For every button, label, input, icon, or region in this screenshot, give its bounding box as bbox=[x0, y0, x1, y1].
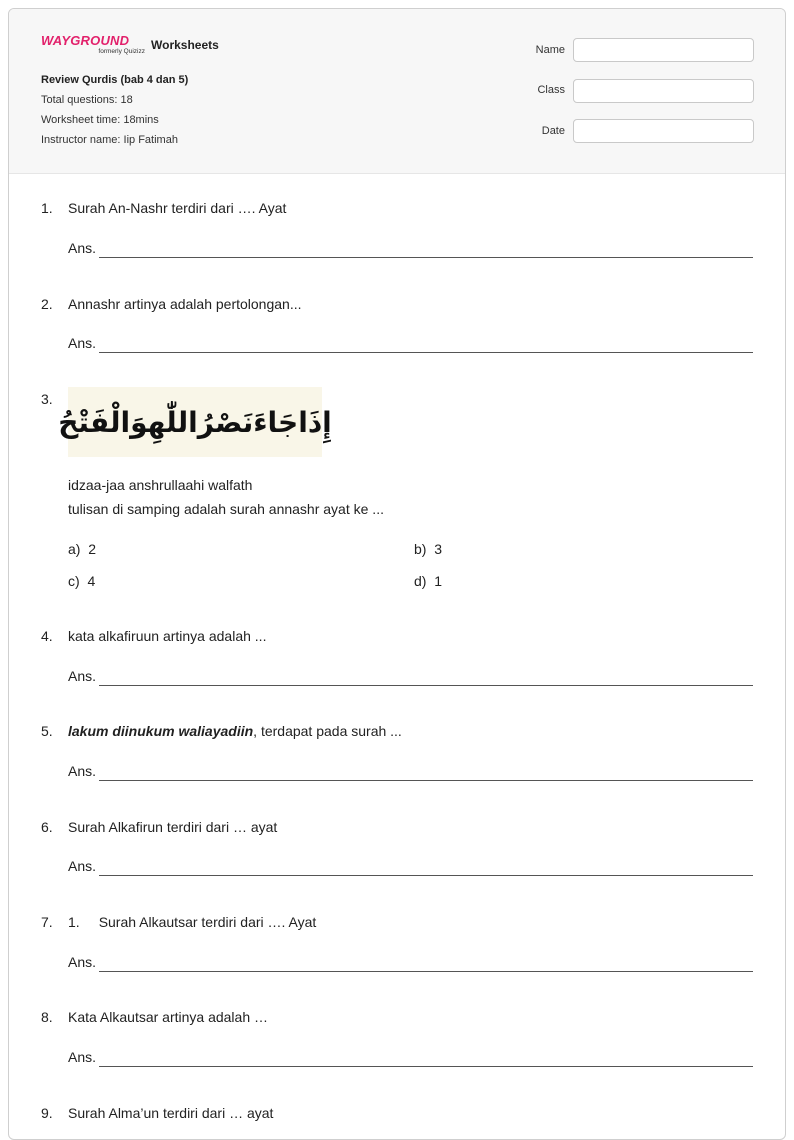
worksheet-header bbox=[9, 9, 785, 174]
answer-label: Ans. bbox=[68, 1049, 97, 1065]
answer-line[interactable] bbox=[99, 685, 753, 686]
option-letter: a) bbox=[68, 541, 81, 557]
option-a[interactable] bbox=[68, 541, 96, 557]
option-letter: c) bbox=[68, 573, 80, 589]
question-text: tulisan di samping adalah surah annashr ayat ke ... bbox=[68, 501, 384, 517]
question-text: Kata Alkautsar artinya adalah … bbox=[68, 1009, 269, 1025]
answer-label: Ans. bbox=[68, 763, 97, 779]
question-number: 4. bbox=[41, 628, 53, 644]
question-emphasis: lakum diinukum waliayadiin bbox=[68, 723, 254, 739]
option-value: 3 bbox=[434, 541, 443, 557]
question-number: 8. bbox=[41, 1009, 53, 1025]
question-number: 3. bbox=[41, 391, 53, 407]
answer-line[interactable] bbox=[99, 780, 753, 781]
answer-label: Ans. bbox=[68, 954, 97, 970]
name-field[interactable] bbox=[573, 38, 754, 62]
option-b[interactable] bbox=[414, 541, 442, 557]
logo-subtitle: formerly Quizizz bbox=[98, 48, 145, 55]
question-sub-number: 1. bbox=[68, 914, 80, 930]
question-number: 5. bbox=[41, 723, 53, 739]
question-text: Annashr artinya adalah pertolongan... bbox=[68, 296, 302, 312]
worksheet-page bbox=[8, 8, 786, 1140]
question-text bbox=[68, 723, 402, 739]
logo-wordmark: WAYGROUND bbox=[41, 33, 130, 48]
question-text: Surah Alkafirun terdiri dari … ayat bbox=[68, 819, 278, 835]
question-text-rest: , terdapat pada surah ... bbox=[253, 723, 402, 739]
answer-line[interactable] bbox=[99, 1066, 753, 1067]
class-label: Class bbox=[537, 84, 565, 96]
option-value: 2 bbox=[88, 541, 97, 557]
answer-label: Ans. bbox=[68, 668, 97, 684]
question-text bbox=[68, 914, 316, 930]
question-number: 9. bbox=[41, 1105, 53, 1121]
worksheet-title: Review Qurdis (bab 4 dan 5) bbox=[41, 74, 189, 86]
option-c[interactable] bbox=[68, 573, 95, 589]
question-text: Surah Alma’un terdiri dari … ayat bbox=[68, 1105, 274, 1121]
arabic-verse-text: إِذَاجَاءَنَصْرُاللّٰهِوَالْفَتْحُ bbox=[58, 405, 332, 439]
date-label: Date bbox=[541, 125, 565, 137]
option-letter: d) bbox=[414, 573, 427, 589]
answer-line[interactable] bbox=[99, 971, 753, 972]
transliteration-text: idzaa-jaa anshrullaahi walfath bbox=[68, 477, 253, 493]
question-text: Surah An-Nashr terdiri dari …. Ayat bbox=[68, 200, 287, 216]
question-number: 7. bbox=[41, 914, 53, 930]
instructor-name: Instructor name: Iip Fatimah bbox=[41, 134, 178, 146]
arabic-verse-image bbox=[58, 387, 332, 457]
option-value: 4 bbox=[87, 573, 96, 589]
question-number: 6. bbox=[41, 819, 53, 835]
class-field[interactable] bbox=[573, 79, 754, 103]
option-d[interactable] bbox=[414, 573, 442, 589]
question-number: 2. bbox=[41, 296, 53, 312]
answer-line[interactable] bbox=[99, 352, 753, 353]
question-text: kata alkafiruun artinya adalah ... bbox=[68, 628, 267, 644]
answer-label: Ans. bbox=[68, 335, 97, 351]
answer-line[interactable] bbox=[99, 257, 753, 258]
answer-label: Ans. bbox=[68, 858, 97, 874]
question-text-body: Surah Alkautsar terdiri dari …. Ayat bbox=[98, 914, 317, 930]
date-field[interactable] bbox=[573, 119, 754, 143]
answer-line[interactable] bbox=[99, 875, 753, 876]
option-letter: b) bbox=[414, 541, 427, 557]
total-questions: Total questions: 18 bbox=[41, 94, 133, 106]
brand-label: Worksheets bbox=[151, 38, 219, 52]
question-number: 1. bbox=[41, 200, 53, 216]
wayground-logo bbox=[41, 33, 145, 59]
answer-label: Ans. bbox=[68, 240, 97, 256]
worksheet-time: Worksheet time: 18mins bbox=[41, 114, 159, 126]
option-value: 1 bbox=[434, 573, 443, 589]
name-label: Name bbox=[535, 44, 565, 56]
